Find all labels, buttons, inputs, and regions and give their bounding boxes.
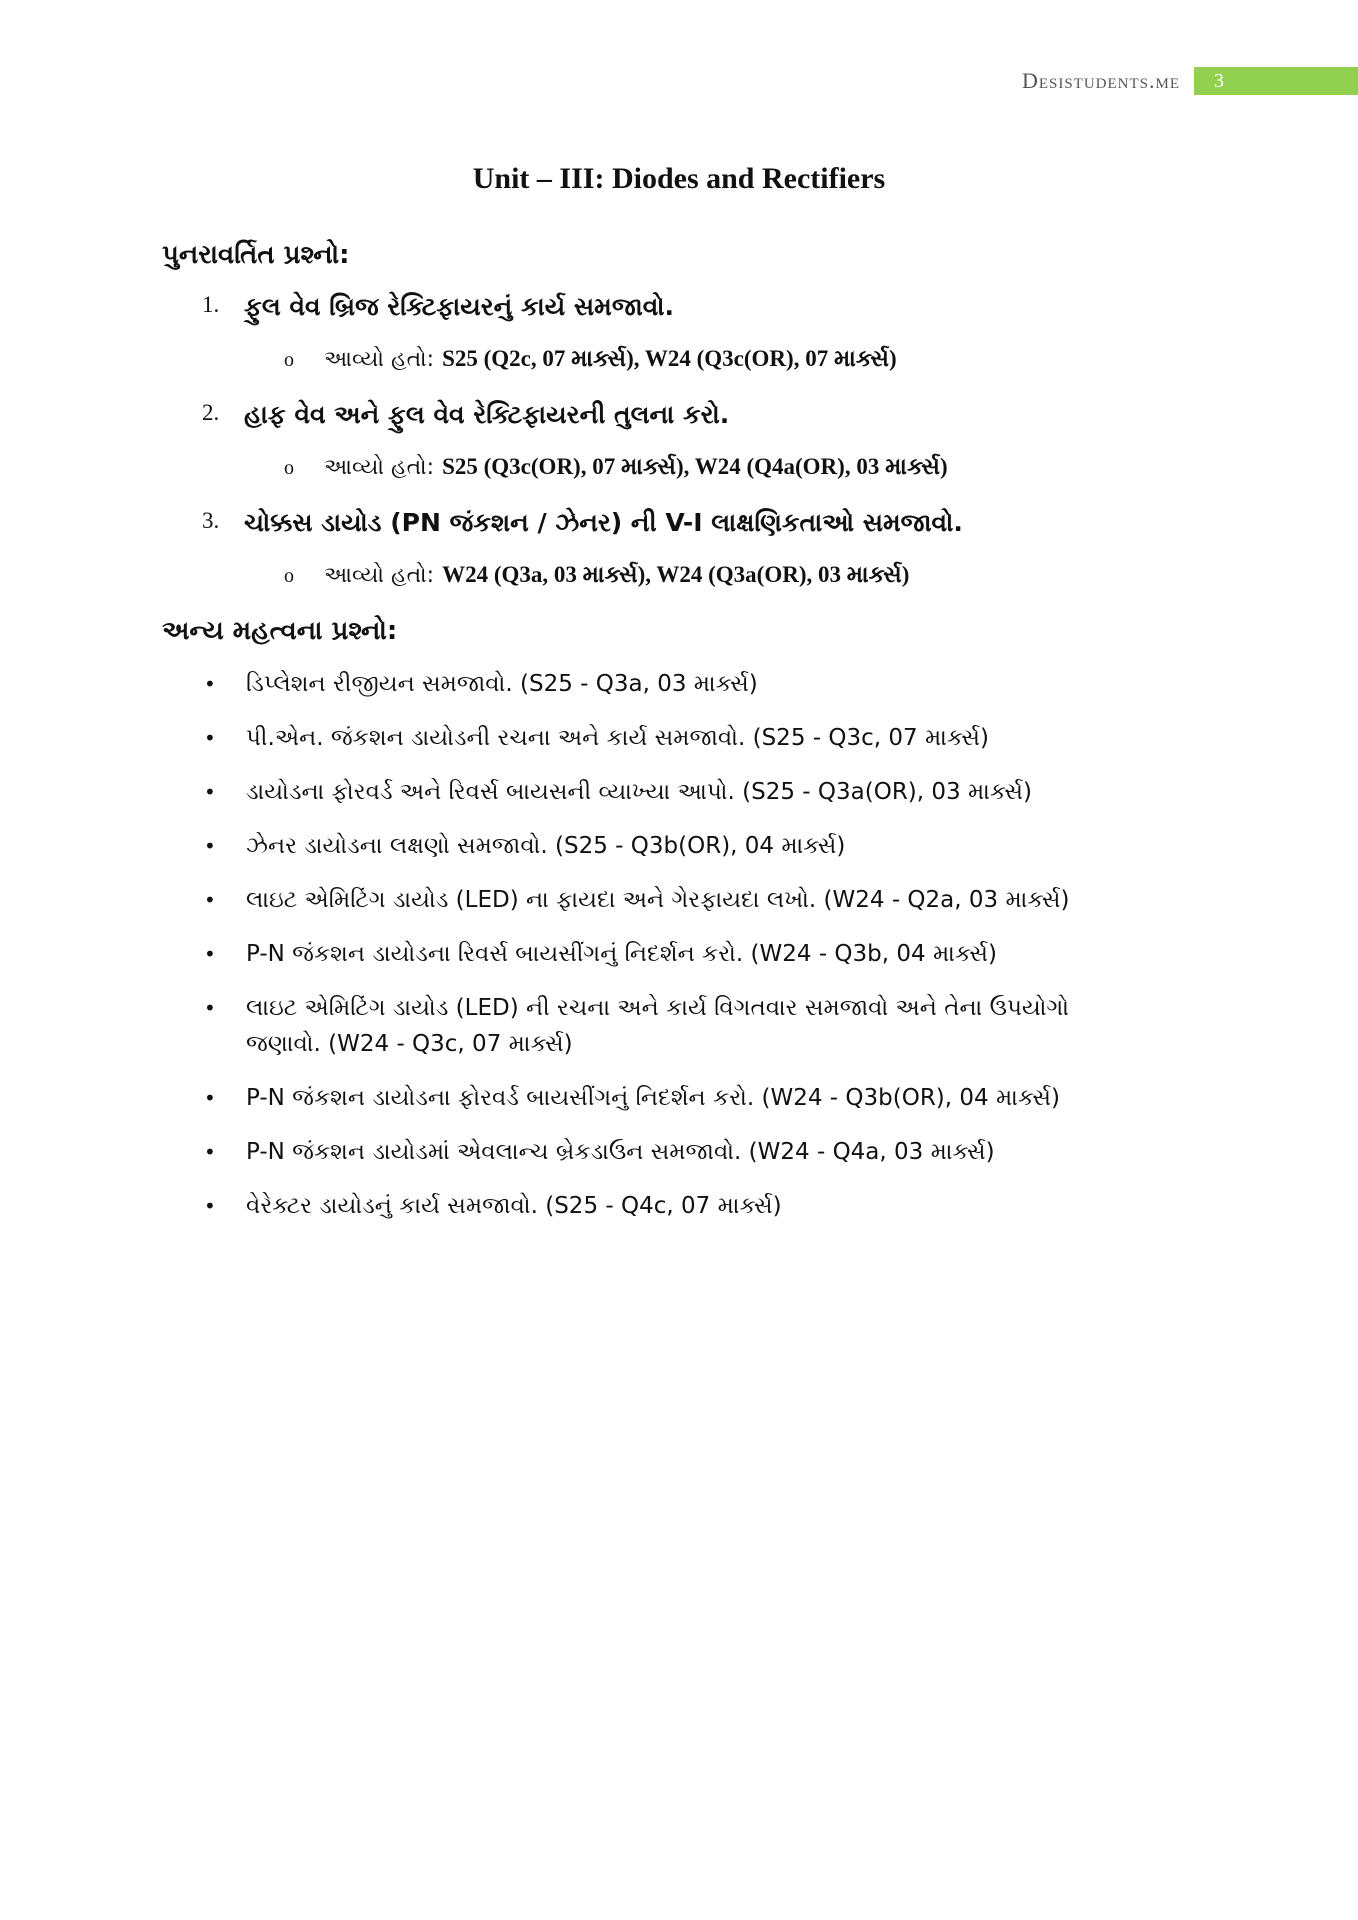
- bullet-icon: •: [204, 672, 216, 696]
- question-number: 3.: [202, 508, 220, 533]
- list-item: • P-N જંકશન ડાયોડના ફોરવર્ડ બાયસીંગનું નિદર્શન કરો. (W24 - Q3b(OR), 04 માર્ક્સ): [204, 1080, 1124, 1116]
- bullet-icon: •: [204, 1086, 216, 1110]
- question-text: ફુલ વેવ બ્રિજ રેક્ટિફાયરનું કાર્ય સમજાવો.: [244, 292, 675, 321]
- asked-prefix: આવ્યો હતો:: [324, 347, 435, 372]
- bullet-icon: •: [204, 1140, 216, 1164]
- page-number: 3: [1194, 67, 1358, 95]
- circle-bullet-icon: o: [284, 349, 294, 371]
- repeated-question-2: [202, 400, 729, 430]
- asked-prefix: આવ્યો હતો:: [324, 563, 435, 588]
- list-item: • P-N જંકશન ડાયોડમાં એવલાન્ચ બ્રેકડાઉન સમજાવો. (W24 - Q4a, 03 માર્ક્સ): [204, 1134, 1124, 1170]
- site-name: Desistudents.me: [1021, 68, 1180, 93]
- other-questions-heading: અન્ય મહત્વના પ્રશ્નો:: [162, 616, 398, 646]
- list-item: • ડાયોડના ફોરવર્ડ અને રિવર્સ બાયસની વ્યાખ્યા આપો. (S25 - Q3a(OR), 03 માર્ક્સ): [204, 774, 1124, 810]
- repeated-question-3: [202, 508, 963, 538]
- bullet-icon: •: [204, 996, 216, 1020]
- bullet-icon: •: [204, 942, 216, 966]
- bullet-icon: •: [204, 1194, 216, 1218]
- circle-bullet-icon: o: [284, 457, 294, 479]
- list-item: • વેરેક્ટર ડાયોડનું કાર્ય સમજાવો. (S25 - Q4c, 07 માર્ક્સ): [204, 1188, 1124, 1224]
- asked-in-1: [284, 346, 897, 372]
- question-number: 2.: [202, 400, 220, 425]
- asked-refs: S25 (Q2c, 07 માર્ક્સ), W24 (Q3c(OR), 07 માર્ક્સ): [442, 346, 897, 371]
- bullet-icon: •: [204, 726, 216, 750]
- asked-refs: S25 (Q3c(OR), 07 માર્ક્સ), W24 (Q4a(OR), 03 માર્ક્સ): [442, 454, 948, 479]
- list-item: • પી.એન. જંકશન ડાયોડની રચના અને કાર્ય સમજાવો. (S25 - Q3c, 07 માર્ક્સ): [204, 720, 1124, 756]
- question-text: હાફ વેવ અને ફુલ વેવ રેક્ટિફાયરની તુલના કરો.: [244, 400, 730, 429]
- asked-refs: W24 (Q3a, 03 માર્ક્સ), W24 (Q3a(OR), 03 માર્ક્સ): [442, 562, 910, 587]
- asked-in-3: [284, 562, 909, 588]
- list-item: • P-N જંકશન ડાયોડના રિવર્સ બાયસીંગનું નિદર્શન કરો. (W24 - Q3b, 04 માર્ક્સ): [204, 936, 1124, 972]
- repeated-question-1: [202, 292, 674, 322]
- page-header: [1022, 66, 1358, 96]
- question-text: ચોક્કસ ડાયોડ (PN જંકશન / ઝેનર) ની V-I લાક્ષણિકતાઓ સમજાવો.: [244, 508, 963, 537]
- page-title: Unit – III: Diodes and Rectifiers: [472, 162, 886, 195]
- list-item: • લાઇટ એમિટિંગ ડાયોડ (LED) ની રચના અને કાર્ય વિગતવાર સમજાવો અને તેના ઉપયોગો જણાવો. (W24 - Q3c, 07 માર્ક્સ): [204, 990, 1124, 1062]
- asked-prefix: આવ્યો હતો:: [324, 455, 435, 480]
- bullet-icon: •: [204, 888, 216, 912]
- list-item: • ઝેનર ડાયોડના લક્ષણો સમજાવો. (S25 - Q3b(OR), 04 માર્ક્સ): [204, 828, 1124, 864]
- bullet-icon: •: [204, 780, 216, 804]
- bullet-icon: •: [204, 834, 216, 858]
- circle-bullet-icon: o: [284, 565, 294, 587]
- question-number: 1.: [202, 292, 220, 317]
- repeated-questions-heading: પુનરાવર્તિત પ્રશ્નો:: [162, 240, 350, 270]
- list-item: • લાઇટ એમિટિંગ ડાયોડ (LED) ના ફાયદા અને ગેરફાયદા લખો. (W24 - Q2a, 03 માર્ક્સ): [204, 882, 1124, 918]
- list-item: • ડિપ્લેશન રીજીયન સમજાવો. (S25 - Q3a, 03 માર્ક્સ): [204, 666, 1124, 702]
- asked-in-2: [284, 454, 948, 480]
- other-questions-list: [204, 666, 1124, 1242]
